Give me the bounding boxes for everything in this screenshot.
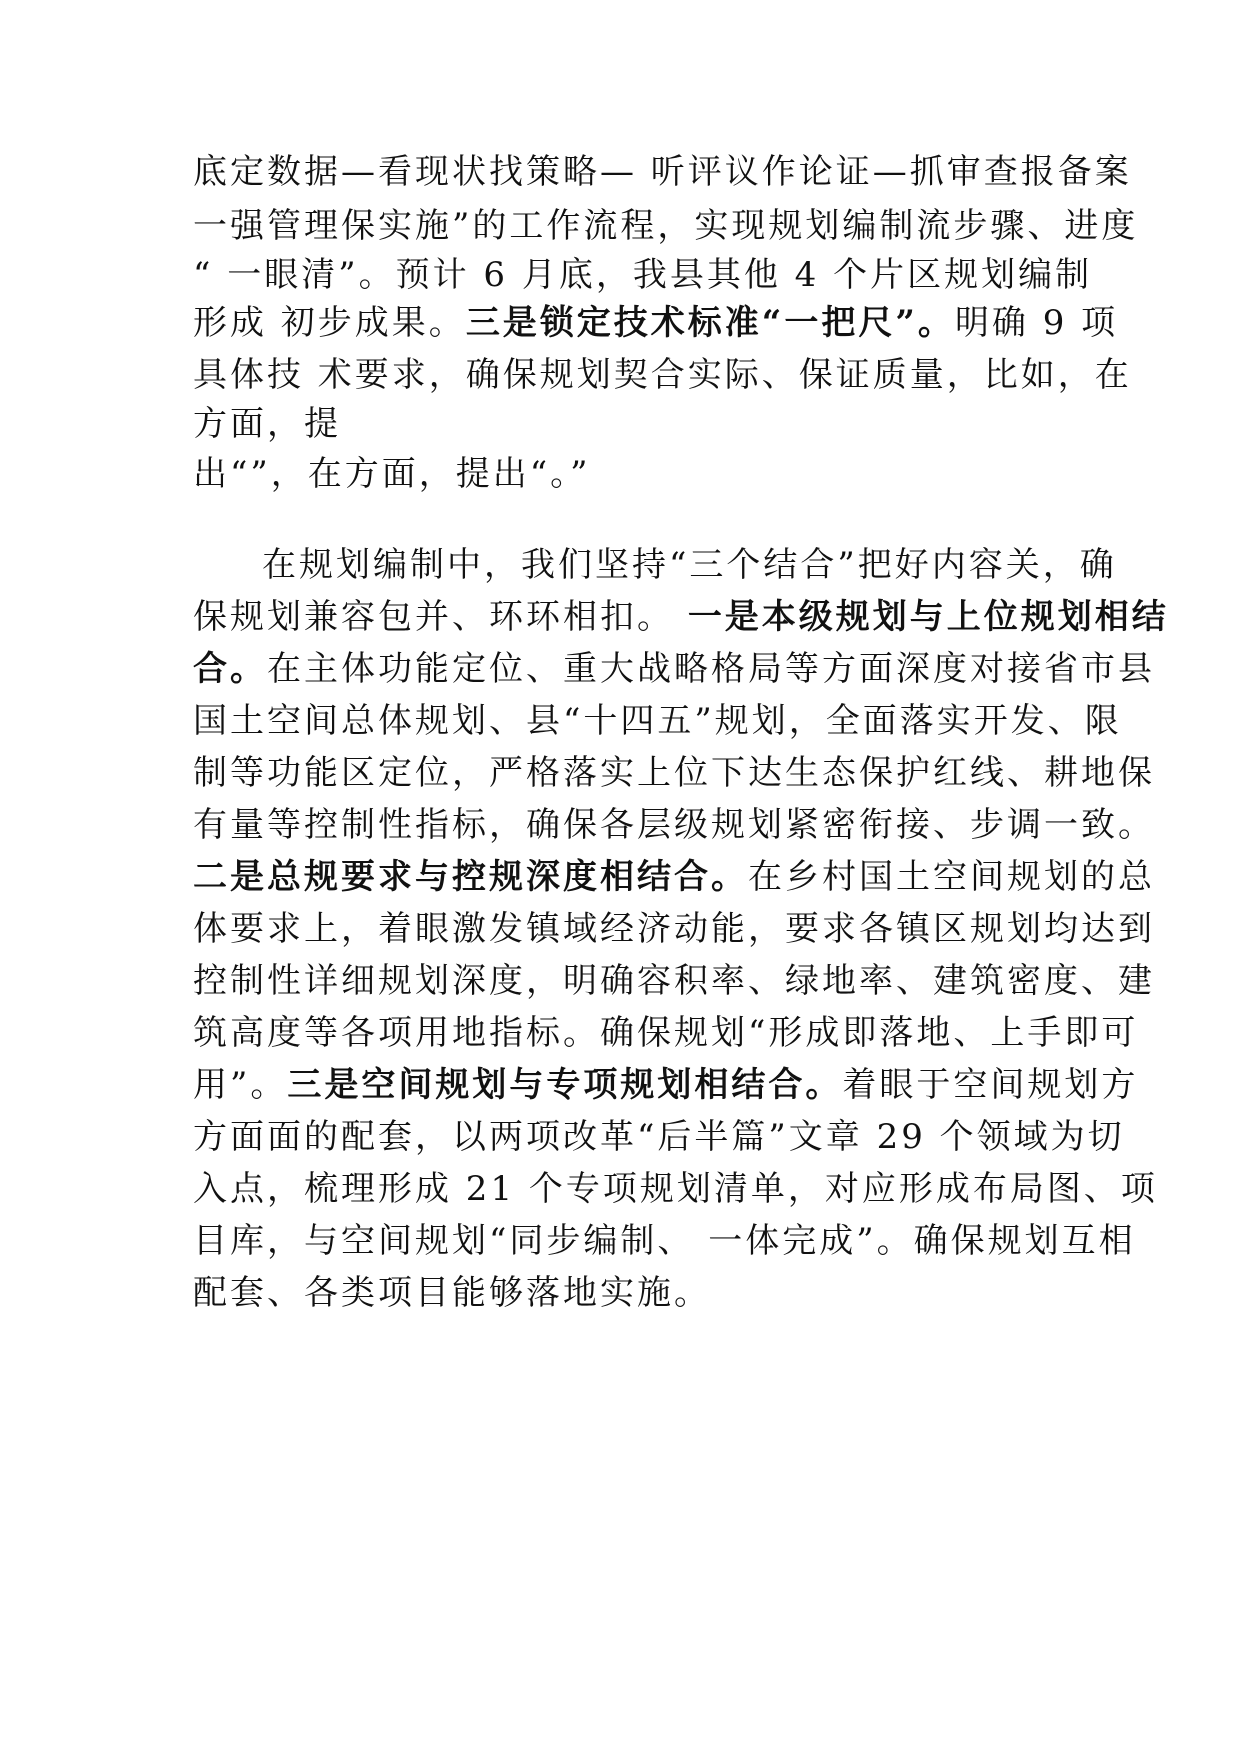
p2-line-2: 保规划兼容包并、环环相扣。 一是本级规划与上位规划相结 bbox=[193, 597, 1169, 637]
p2-line-3: 合。在主体功能定位、重大战略格局等方面深度对接省市县 bbox=[193, 649, 1155, 689]
p1-line-3: “ 一眼清”。预计 6 月底，我县其他 4 个片区规划编制 bbox=[193, 255, 1093, 295]
p2-line-1: 在规划编制中，我们坚持“三个结合”把好内容关，确 bbox=[262, 545, 1117, 585]
p2-line-15: 配套、各类项目能够落地实施。 bbox=[193, 1273, 711, 1313]
p1-line-4: 形成 初步成果。三是锁定技术标准“一把尺”。明确 9 项 bbox=[193, 303, 1119, 343]
p2-line-9: 控制性详细规划深度，明确容积率、绿地率、建筑密度、建 bbox=[193, 961, 1155, 1001]
p2-line-7: 二是总规要求与控规深度相结合。在乡村国土空间规划的总 bbox=[193, 857, 1155, 897]
p1-line-1: 底定数据—看现状找策略— 听评议作论证—抓审查报备案 bbox=[193, 152, 1132, 192]
p2-line-5: 制等功能区定位，严格落实上位下达生态保护红线、耕地保 bbox=[193, 753, 1155, 793]
p2-line-8: 体要求上，着眼激发镇域经济动能，要求各镇区规划均达到 bbox=[193, 909, 1155, 949]
p1-line-2: 一强管理保实施”的工作流程，实现规划编制流步骤、进度 bbox=[193, 206, 1139, 246]
p1-line-6: 方面，提 bbox=[193, 404, 341, 444]
p2-line-13: 入点，梳理形成 21 个专项规划清单，对应形成布局图、项 bbox=[193, 1169, 1158, 1209]
p1-line-7: 出“”，在方面，提出“。” bbox=[193, 454, 591, 494]
p1-line-5: 具体技 术要求，确保规划契合实际、保证质量，比如，在 bbox=[193, 355, 1132, 395]
p2-line-6: 有量等控制性指标，确保各层级规划紧密衔接、步调一致。 bbox=[193, 805, 1155, 845]
p2-line-4: 国土空间总体规划、县“十四五”规划，全面落实开发、限 bbox=[193, 701, 1122, 741]
p2-line-11: 用”。三是空间规划与专项规划相结合。着眼于空间规划方 bbox=[193, 1065, 1139, 1105]
p2-line-12: 方面面的配套，以两项改革“后半篇”文章 29 个领域为切 bbox=[193, 1117, 1125, 1157]
p2-line-10: 筑高度等各项用地指标。确保规划“形成即落地、上手即可 bbox=[193, 1013, 1139, 1053]
p2-line-14: 目库，与空间规划“同步编制、 一体完成”。确保规划互相 bbox=[193, 1221, 1136, 1261]
